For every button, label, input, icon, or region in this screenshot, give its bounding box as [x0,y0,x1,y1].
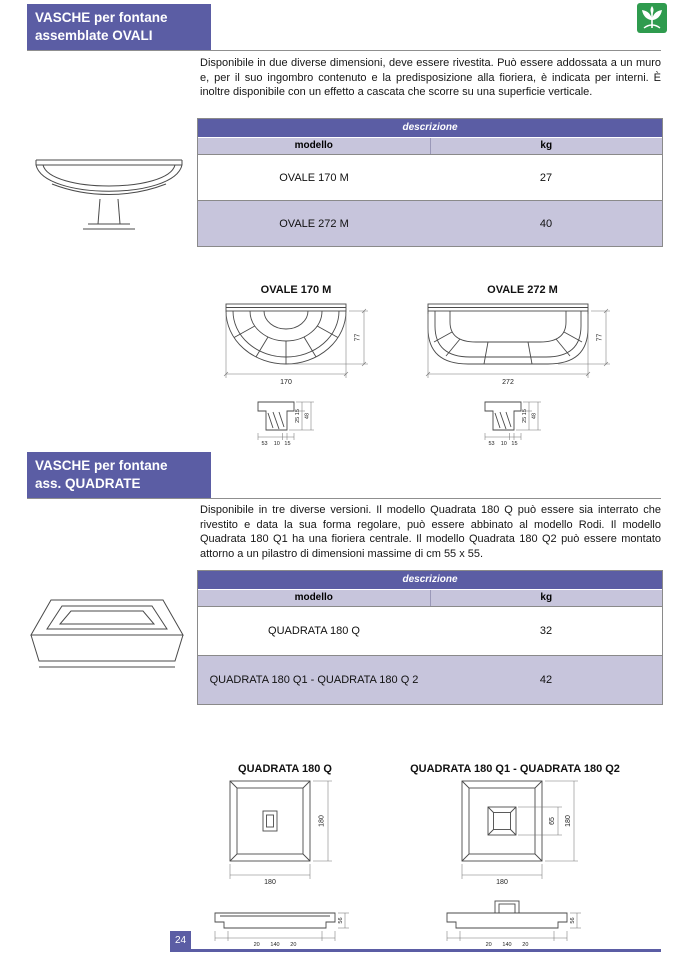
quadrate-description: Disponibile in tre diverse versioni. Il modello Quadrata 180 Q può essere sia interrato che rivestito e data la sua forma regolare, può essere abbinato al modello Rodi. Il modello Quadrata 180 Q1 ha una fioriera centrale. Il modello Quadrata 180 Q2 può essere montato attorno a un pilastro di dimensioni massime di cm 55 x 55. [200,504,661,561]
dim-width: 272 [502,379,514,386]
dim-sec-base: 53 10 15 [488,441,518,447]
drawing-label: OVALE 170 M [260,284,332,296]
dim-side: 180 [318,815,326,827]
column-header-modello: modello [198,138,431,154]
section-rule [27,498,661,499]
model-cell: OVALE 272 M [279,217,349,230]
model-cell: OVALE 170 M [279,171,349,184]
drawing-label: OVALE 272 M [487,284,558,296]
drawing-label: QUADRATA 180 Q1 - QUADRATA 180 Q2 [410,763,620,775]
dim-sec-a: 25 15 [522,409,528,423]
table-row [198,201,662,246]
table-row [198,607,662,656]
kg-cell: 40 [539,217,553,230]
dim-sec-b: 48 [531,412,538,420]
dim-sec-base: 53 10 15 [261,441,291,447]
brand-logo [637,3,667,33]
dim-side: 180 [565,815,572,827]
dim-sec-b: 48 [304,412,311,420]
ovali-description: Disponibile in due diverse dimensioni, deve essere rivestita. Può essere addossata a un muro e, per il suo ingombro contenuto e la predisposizione alla fioriera, è indicata per interni. È inoltre disponibile con un effetto a cascata che scorre su una superficie verticale. [200,57,661,99]
table-title: descrizione [198,571,662,590]
column-header-kg: kg [540,140,553,151]
technical-drawing-ovale-272 [420,284,625,448]
dim-height: 77 [354,333,362,342]
section-title-line2: ass. QUADRATE [35,475,141,491]
column-header-modello: modello [198,590,431,606]
dim-width: 180 [264,879,276,886]
footer-rule [170,949,661,952]
dim-sec-a: 25 15 [295,409,301,423]
technical-drawing-quadrata-180-q [200,763,370,949]
technical-drawing-quadrata-180-q1-q2 [402,763,628,949]
dim-height: 77 [596,333,604,342]
dim-width: 180 [496,879,508,886]
section-title-quadrate [27,452,211,498]
kg-cell: 27 [539,171,553,184]
table-column-headers [198,138,662,155]
table-column-headers [198,590,662,607]
square-basin-illustration [28,593,186,688]
section-title-line2: assemblate OVALI [35,27,153,43]
drawing-label: QUADRATA 180 Q [238,763,332,775]
ovali-table [197,118,663,247]
section-title-line1: VASCHE per fontane [35,10,168,25]
plant-icon [637,3,667,33]
dim-sec-base: 20 140 20 [485,942,529,948]
table-row [198,656,662,704]
kg-cell: 42 [539,674,553,686]
dim-pillar: 65 [549,817,556,825]
section-title-ovali [27,4,211,50]
technical-drawing-ovale-170 [206,284,386,448]
model-cell: QUADRATA 180 Q [268,625,360,637]
dim-width: 170 [280,379,292,386]
column-header-kg: kg [540,592,553,603]
page-number-badge: 24 [170,931,191,949]
dim-sec-base: 20 140 20 [253,942,297,948]
oval-basin-illustration [28,136,190,244]
table-row [198,155,662,201]
model-cell: QUADRATA 180 Q1 - QUADRATA 180 Q 2 [209,674,419,686]
section-title-line1: VASCHE per fontane [35,458,168,473]
table-title: descrizione [198,119,662,138]
dim-sec-h: 56 [570,917,576,924]
quadrate-table [197,570,663,705]
header-rule [27,50,661,51]
dim-sec-h: 56 [338,917,344,924]
kg-cell: 32 [539,625,553,637]
